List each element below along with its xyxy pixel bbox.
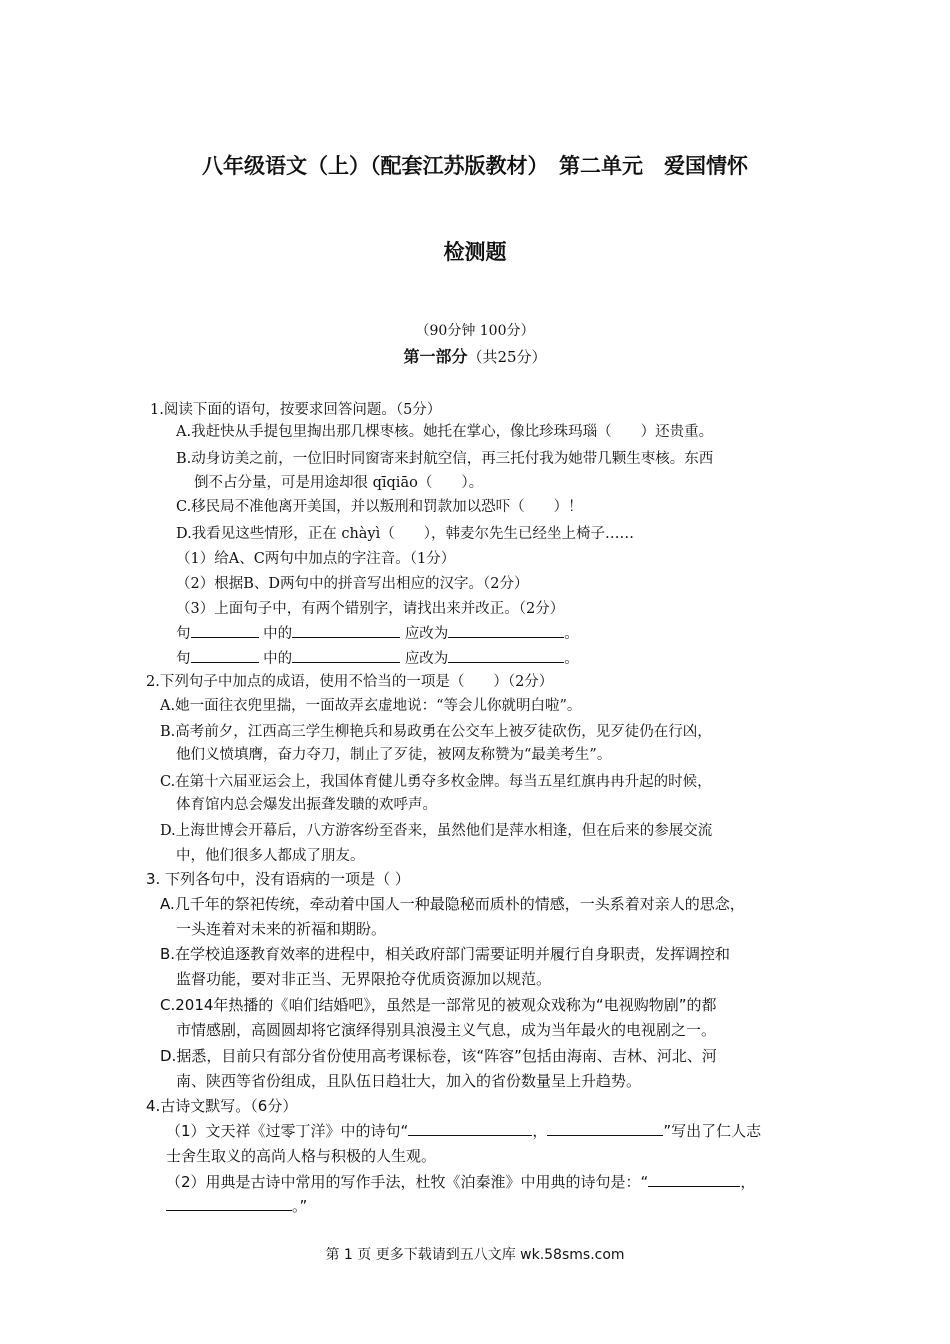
answer-blank[interactable] xyxy=(292,623,400,638)
q4-part2-end: 。” xyxy=(292,1197,308,1215)
fill-label-zhong: 中的 xyxy=(263,626,293,642)
document-title: 八年级语文（上）（配套江苏版教材） 第二单元 爱国情怀 xyxy=(202,154,748,178)
fill-end: 。 xyxy=(564,651,579,667)
q2-option-c-line1: C.在第十六届亚运会上，我国体育健儿勇夺多枚金牌。每当五星红旗冉冉升起的时候， xyxy=(160,774,712,790)
q1-option-a: A.我赶快从手提包里掏出那几棵枣核。她托在掌心，像比珍珠玛瑙（ ）还贵重。 xyxy=(176,424,714,440)
fill-label-zhong: 中的 xyxy=(263,651,293,667)
q2-option-a: A.她一面往衣兜里揣，一面故弄玄虚地说：“等会儿你就明白啦”。 xyxy=(160,698,582,714)
answer-blank[interactable] xyxy=(547,1121,663,1136)
page-footer: 第 1 页 更多下载请到五八文库 wk.58sms.com xyxy=(325,1247,625,1263)
answer-blank[interactable] xyxy=(191,623,259,638)
q3-option-a-line2: 一头连着对未来的祈福和期盼。 xyxy=(176,920,387,938)
q4-part1-mid: ， xyxy=(532,1122,548,1140)
q1-subq3: （3）上面句子中，有两个错别字，请找出来并改正。（2分） xyxy=(176,601,565,617)
q3-option-a-line1: A.几千年的祭祀传统，牵动着中国人一种最隐秘而质朴的情感，一头系着对亲人的思念， xyxy=(160,895,745,913)
answer-blank[interactable] xyxy=(292,648,400,663)
q4-part1-line1 xyxy=(166,1120,761,1141)
q3-option-c-line2: 市情感剧，高圆圆却将它演绎得别具浪漫主义气息，成为当年最火的电视剧之一。 xyxy=(176,1021,717,1039)
answer-blank[interactable] xyxy=(191,648,259,663)
q1-option-c: C.移民局不准他离开美国，并以叛刑和罚款加以恐吓（ ）！ xyxy=(176,499,583,515)
q1-option-b-line2: 倒不占分量，可是用途却很 qīqiāo（ ）。 xyxy=(194,475,484,491)
answer-blank[interactable] xyxy=(448,648,564,663)
q1-subq2: （2）根据B、D两句中的拼音写出相应的汉字。（2分） xyxy=(176,576,529,592)
q4-part2-line2 xyxy=(166,1195,307,1216)
part-heading xyxy=(0,344,950,367)
q4-stem: 4.古诗文默写。（6分） xyxy=(146,1097,298,1115)
q1-option-b-line1: B.动身访美之前，一位旧时同窗寄来封航空信，再三托付我为她带几颗生枣核。东西 xyxy=(176,451,714,467)
q2-option-b-line2: 他们义愤填膺，奋力夺刀，制止了歹徒，被网友称赞为“最美考生”。 xyxy=(176,747,612,763)
q3-option-b-line1: B.在学校追逐教育效率的进程中，相关政府部门需要证明并履行自身职责，发挥调控和 xyxy=(160,945,731,963)
fill-label-ju: 句 xyxy=(176,651,191,667)
q2-option-b-line1: B.高考前夕，江西高三学生柳艳兵和易政勇在公交车上被歹徒砍伤，见歹徒仍在行凶， xyxy=(160,724,712,740)
q1-option-d: D.我看见这些情形，正在 chàyì（ ），韩麦尔先生已经坐上椅子…… xyxy=(176,526,635,542)
q4-part2-comma: ， xyxy=(740,1173,756,1191)
answer-blank[interactable] xyxy=(648,1172,740,1187)
q4-part2-line1 xyxy=(166,1171,755,1192)
q3-option-c-line1: C.2014年热播的《咱们结婚吧》，虽然是一部常见的被观众戏称为“电视购物剧”的都 xyxy=(160,996,717,1014)
part-title: 第一部分 xyxy=(403,347,468,366)
fill-label-gai: 应改为 xyxy=(404,626,449,642)
q4-part2-pre: （2）用典是古诗中常用的写作手法，杜牧《泊秦淮》中用典的诗句是：“ xyxy=(166,1173,649,1191)
fill-end: 。 xyxy=(564,626,579,642)
q3-option-d-line2: 南、陕西等省份组成，且队伍日趋壮大，加入的省份数量呈上升趋势。 xyxy=(176,1072,642,1090)
q2-stem: 2.下列句子中加点的成语，使用不恰当的一项是（ ）（2分） xyxy=(146,674,554,690)
exam-duration: （90分钟 100分） xyxy=(415,323,535,339)
q1-stem: 1.阅读下面的语句，按要求回答问题。（5分） xyxy=(150,402,442,418)
fill-label-gai: 应改为 xyxy=(404,651,449,667)
q3-option-d-line1: D.据悉，目前只有部分省份使用高考课标卷，该“阵容”包括由海南、吉林、河北、河 xyxy=(160,1047,717,1065)
q1-subq1: （1）给A、C两句中加点的字注音。（1分） xyxy=(176,551,456,567)
answer-blank[interactable] xyxy=(166,1196,292,1211)
document-subtitle: 检测题 xyxy=(443,240,507,264)
q2-option-c-line2: 体育馆内总会爆发出振聋发聩的欢呼声。 xyxy=(176,797,437,813)
q3-stem: 3. 下列各句中，没有语病的一项是（ ） xyxy=(146,870,410,888)
q2-option-d-line1: D.上海世博会开幕后，八方游客纷至沓来，虽然他们是萍水相逢，但在后来的参展交流 xyxy=(160,823,713,839)
answer-blank[interactable] xyxy=(408,1121,532,1136)
q4-part1-line2: 士舍生取义的高尚人格与积极的人生观。 xyxy=(166,1147,437,1165)
q1-fill-row-1 xyxy=(176,622,579,643)
fill-label-ju: 句 xyxy=(176,626,191,642)
q2-option-d-line2: 中，他们很多人都成了朋友。 xyxy=(176,848,365,864)
answer-blank[interactable] xyxy=(448,623,564,638)
part-score: （共25分） xyxy=(467,348,547,366)
q1-fill-row-2 xyxy=(176,647,579,668)
q4-part1-post: ”写出了仁人志 xyxy=(663,1122,762,1140)
q4-part1-pre: （1）文天祥《过零丁洋》中的诗句“ xyxy=(166,1122,409,1140)
q3-option-b-line2: 监督功能，要对非正当、无界限抢夺优质资源加以规范。 xyxy=(176,970,552,988)
